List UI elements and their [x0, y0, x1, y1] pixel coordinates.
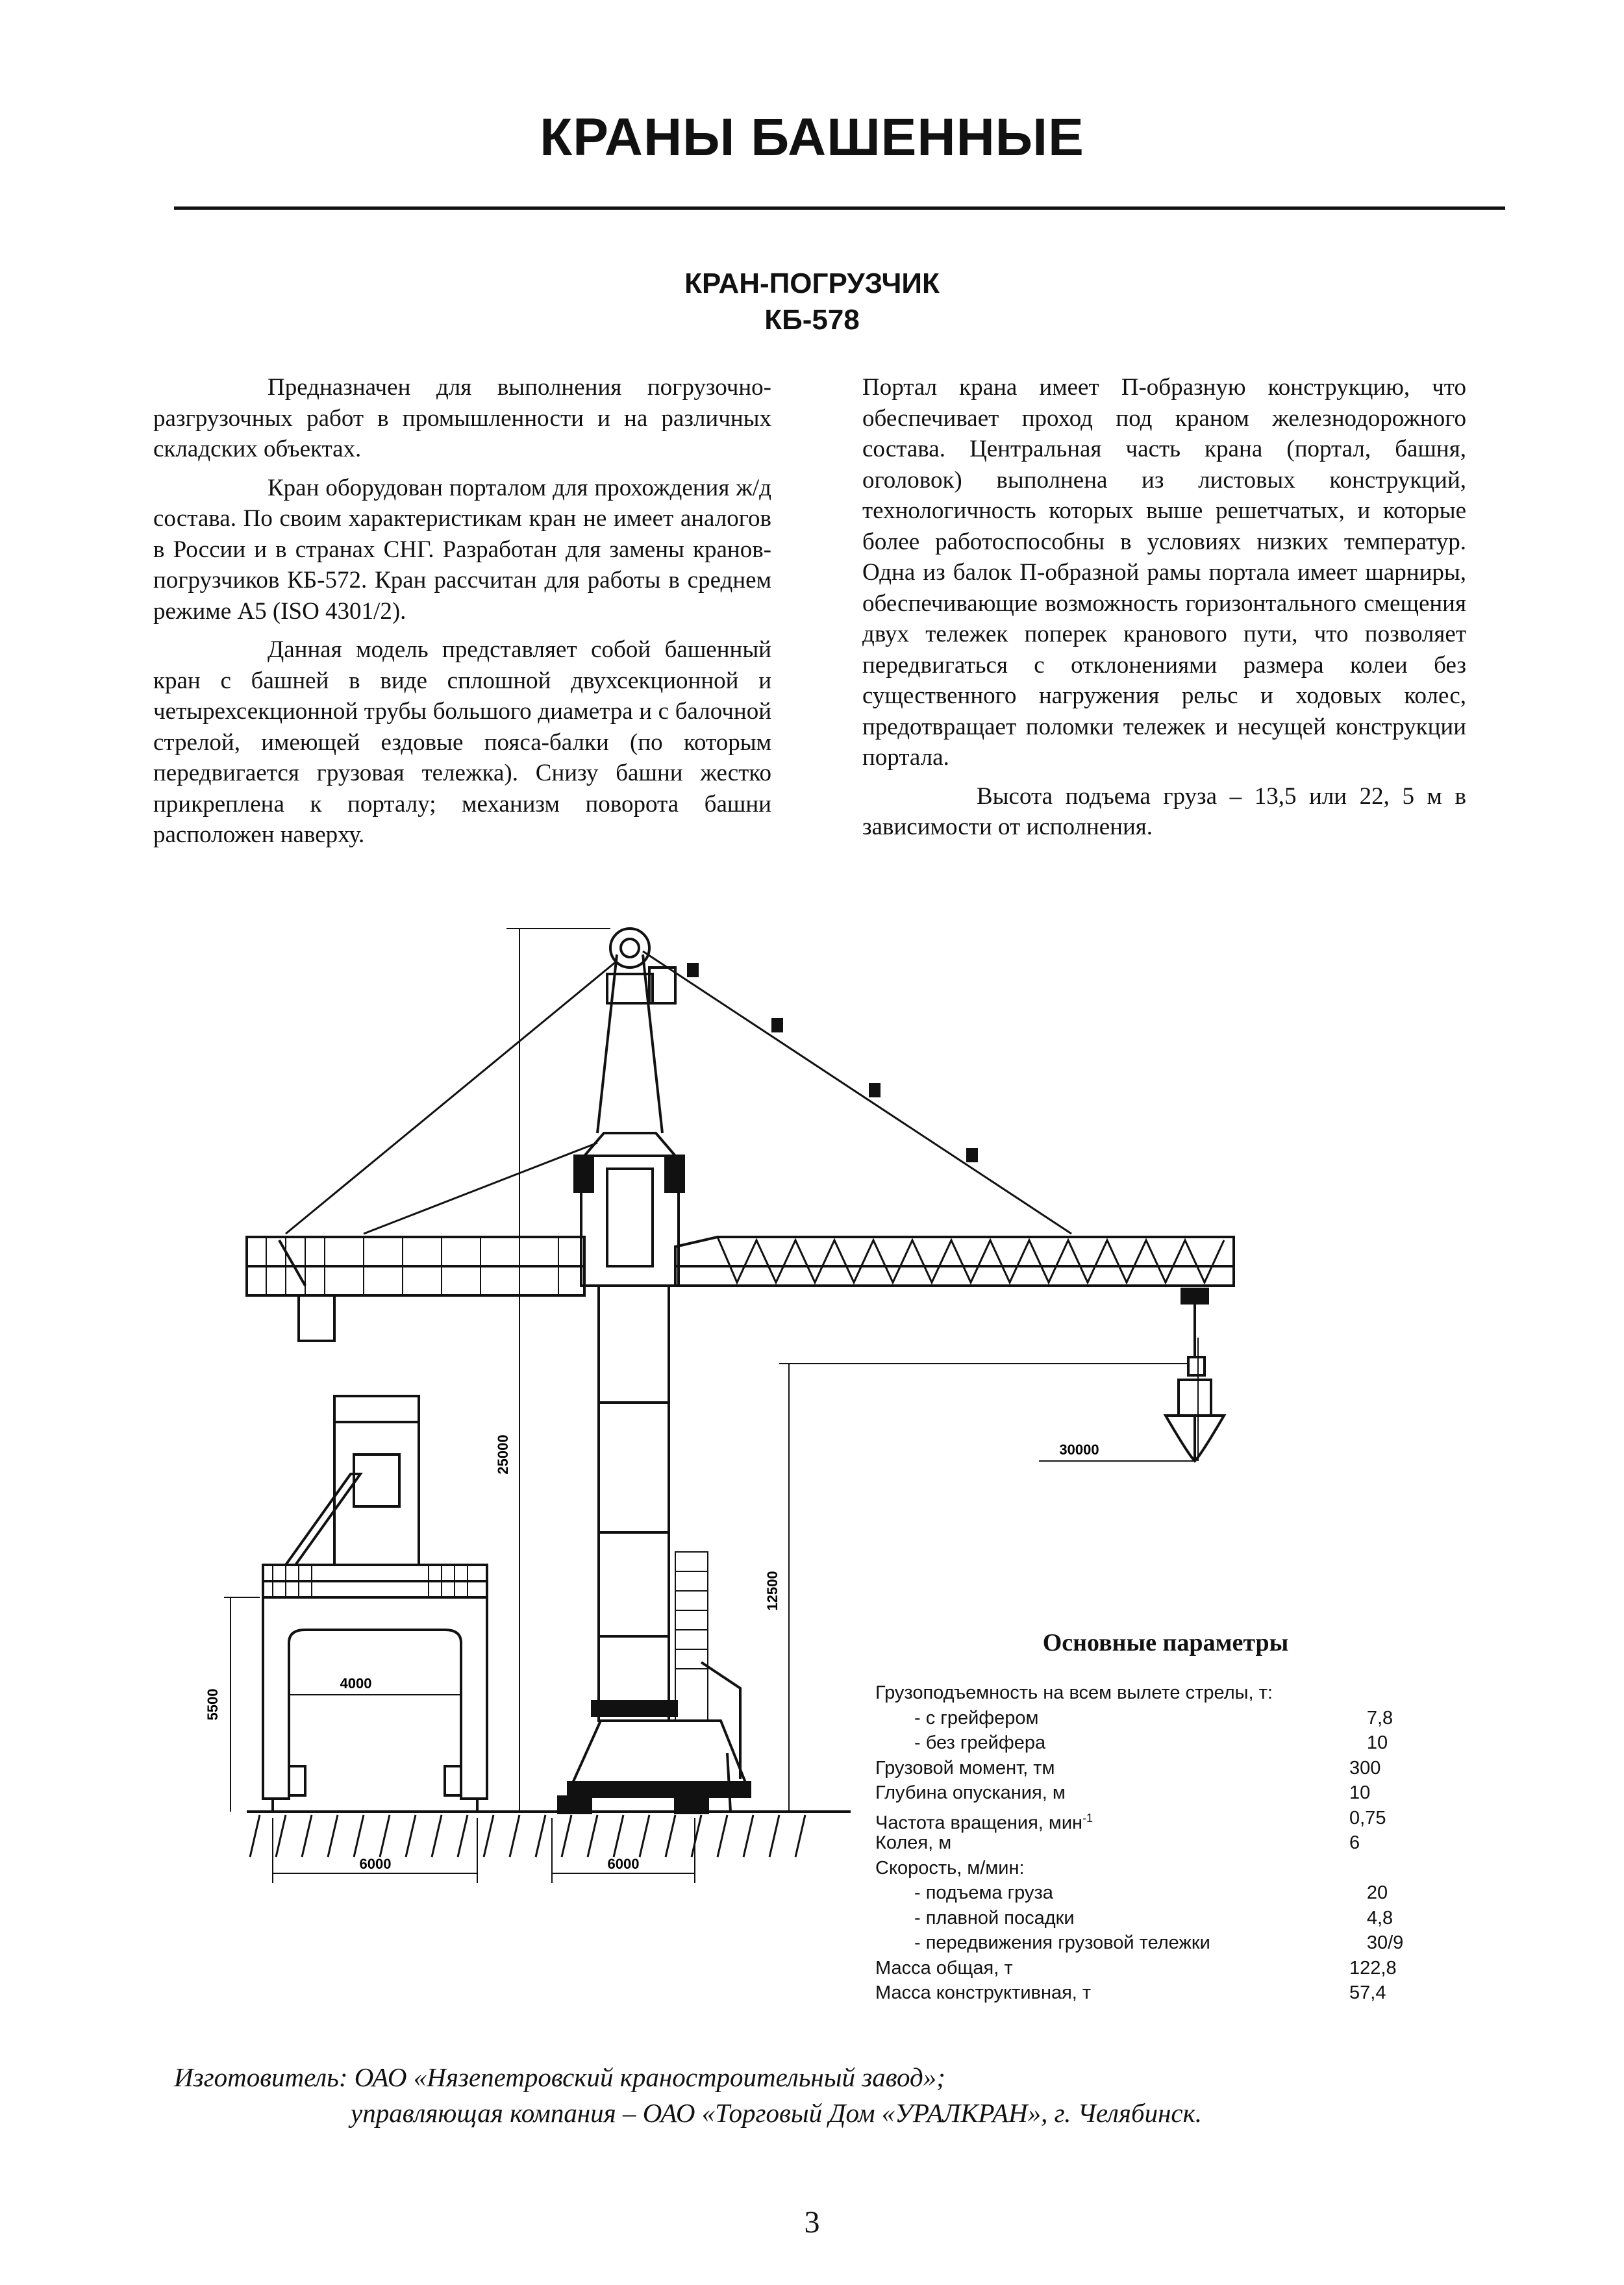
dim-track-right: 6000 [607, 1856, 640, 1872]
param-value: 4,8 [1366, 1907, 1393, 1929]
param-row [875, 1806, 1460, 1834]
param-value: 57,4 [1349, 1982, 1386, 2003]
crane-tower [558, 929, 750, 1813]
param-label: - передвижения грузовой тележки [914, 1932, 1210, 1953]
left-text-column [153, 372, 771, 858]
param-label: - без грейфера [914, 1732, 1046, 1753]
param-value [1349, 1856, 1447, 1881]
param-row [875, 1780, 1460, 1806]
right-paragraph-2: Высота подъема груза – 13,5 или 22, 5 м в зависимости от исполнения. [862, 782, 1466, 840]
param-row [875, 1680, 1460, 1706]
param-label: - плавной посадки [914, 1907, 1075, 1929]
param-label: Масса общая, т [875, 1957, 1013, 1979]
params-title: Основные параметры [1042, 1629, 1289, 1656]
dim-height-total: 25000 [495, 1434, 511, 1475]
param-value: 6 [1349, 1832, 1360, 1853]
param-value: 122,8 [1349, 1957, 1397, 1979]
param-label: - с грейфером [914, 1707, 1039, 1729]
header-divider [174, 206, 1505, 210]
param-value: 30/9 [1366, 1932, 1404, 1953]
param-row [875, 1756, 1460, 1781]
param-row [875, 1906, 1460, 1931]
param-label: Грузовой момент, тм [875, 1757, 1055, 1779]
product-model: КБ-578 [764, 304, 860, 336]
dim-portal-height: 5500 [205, 1688, 221, 1721]
page-header-title: КРАНЫ БАШЕННЫЕ [540, 108, 1084, 167]
dim-reach: 30000 [1059, 1442, 1099, 1458]
param-label: Глубина опускания, м [875, 1782, 1066, 1803]
param-value: 10 [1349, 1782, 1371, 1803]
page-number: 3 [804, 2205, 820, 2240]
portal-end-view [263, 1396, 487, 1812]
product-title: КРАН-ПОГРУЗЧИК [684, 268, 940, 299]
dim-track-left: 6000 [359, 1856, 392, 1872]
param-value: 0,75 [1349, 1807, 1386, 1829]
param-value: 20 [1366, 1882, 1388, 1903]
manufacturer-line: Изготовитель: ОАО «Нязепетровский краностроительный завод»; [174, 2062, 945, 2092]
param-label-superscript: -1 [1082, 1811, 1093, 1825]
param-label: Масса конструктивная, т [875, 1982, 1092, 2003]
left-paragraph-1: Предназначен для выполнения погрузочно-разгрузочных работ в промышленности и на различных складских объектах. [153, 374, 771, 462]
left-paragraph-3: Данная модель представляет собой башенный кран с башней в виде сплошной двухсекционной и четырехсекционной трубы большого диаметра и с балочной стрелой, имеющей ездовые пояса-балки (по которым передвигается грузовая тележка). Снизу башни жестко прикреплена к порталу; механизм поворота башни расположен наверху. [153, 636, 771, 848]
dim-hook-height: 12500 [764, 1571, 781, 1611]
param-value [1349, 1680, 1447, 1706]
param-row [875, 1830, 1460, 1856]
param-label: Скорость, м/мин: [875, 1857, 1025, 1879]
param-row [875, 1956, 1460, 1981]
param-row [875, 1730, 1460, 1756]
param-label: Грузоподъемность на всем вылете стрелы, т: [875, 1682, 1273, 1703]
crane-jib [675, 1237, 1234, 1286]
param-label: - подъема груза [914, 1882, 1053, 1903]
ground-hatching [250, 1815, 805, 1857]
param-label: Частота вращения, мин$^{-1}$ [875, 1811, 1093, 1834]
left-paragraph-2: Кран оборудован порталом для прохождения ж/д состава. По своим характеристикам кран не имеет аналогов в России и в странах СНГ. Разработан для замены кранов-погрузчиков КБ-572. Кран рассчитан для работы в среднем режиме А5 (ISO 4301/2). [153, 474, 771, 625]
param-row [875, 1856, 1460, 1881]
counter-jib [247, 1237, 584, 1341]
param-label: Колея, м [875, 1832, 952, 1853]
params-table [875, 1680, 1460, 2006]
param-row [875, 1930, 1460, 1956]
param-row [875, 1980, 1460, 2006]
param-row [875, 1880, 1460, 1906]
trolley-and-grab [1166, 1289, 1224, 1461]
right-paragraph-1: Портал крана имеет П-образную конструкцию, что обеспечивает проход под краном железнодорожного состава. Центральная часть крана (портал, башня, оголовок) выполнена из листовых конструкций, технологичность которых выше решетчатых, и которые более работоспособны в условиях низких температур. Одна из балок П-образной рамы портала имеет шарниры, обеспечивающие возможность горизонтального смещения двух тележек поперек кранового пути, что позволяет передвигаться с отклонениями размера колеи без существенного нагружения рельс и ходовых колес, предотвращает поломки тележек и несущей конструкции портала. [862, 374, 1466, 771]
management-company-line: управляющая компания – ОАО «Торговый Дом «УРАЛКРАН», г. Челябинск. [351, 2098, 1203, 2128]
right-text-column [862, 372, 1466, 851]
dim-portal-width: 4000 [340, 1675, 372, 1692]
param-row [875, 1706, 1460, 1731]
param-value: 10 [1366, 1732, 1388, 1753]
param-value: 7,8 [1366, 1707, 1393, 1729]
param-value: 300 [1349, 1757, 1381, 1779]
